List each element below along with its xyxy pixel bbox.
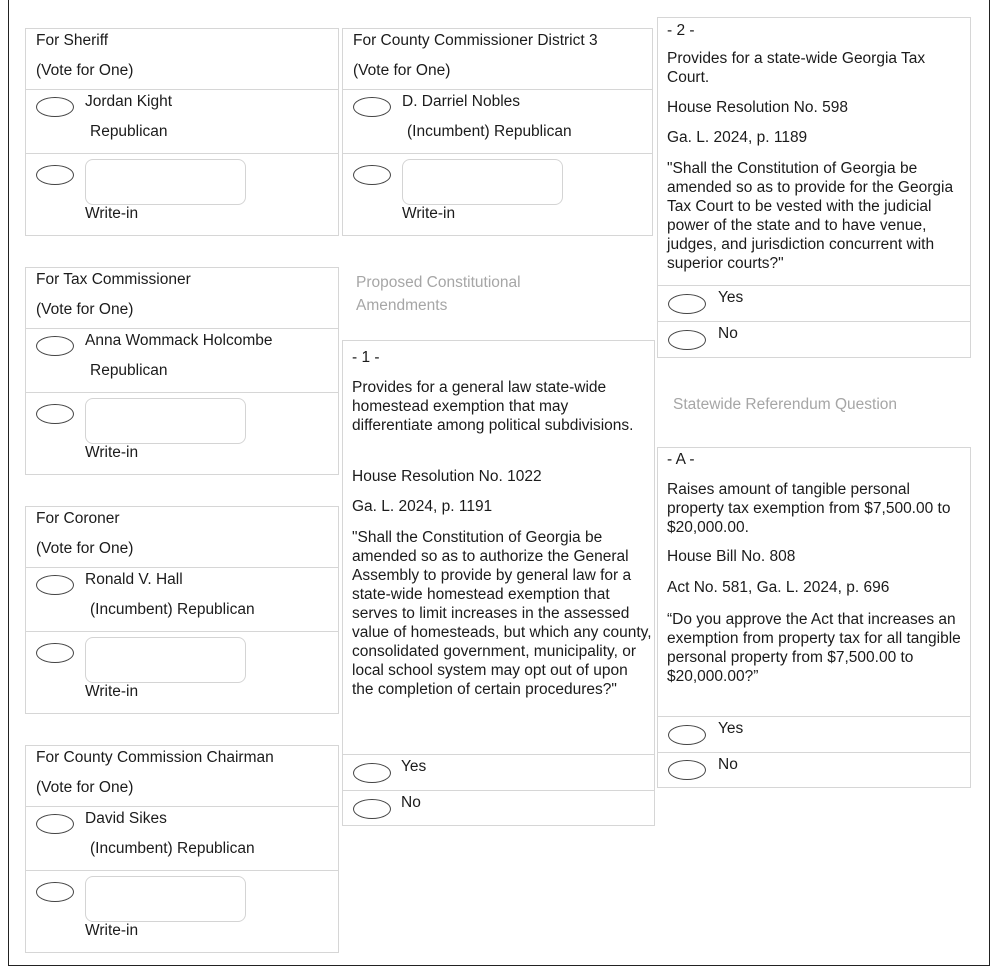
candidate-row[interactable] [343, 89, 652, 153]
vote-oval[interactable] [36, 404, 74, 424]
resolution-number: House Resolution No. 1022 [352, 468, 542, 485]
race-coroner [25, 506, 339, 714]
referendum-summary: Raises amount of tangible personal property tax exemption from $7,500.00 to $20,000.00. [667, 481, 951, 536]
vote-oval[interactable] [668, 760, 706, 780]
candidate-row[interactable] [26, 567, 338, 631]
writein-row[interactable] [26, 392, 338, 474]
amendment-2 [657, 17, 971, 358]
candidate-party: Republican [90, 362, 168, 379]
candidate-name: David Sikes [85, 810, 167, 827]
vote-instruction: (Vote for One) [36, 540, 134, 557]
writein-row[interactable] [26, 153, 338, 235]
vote-oval[interactable] [353, 799, 391, 819]
writein-label: Write-in [402, 205, 456, 222]
candidate-party: (Incumbent) Republican [90, 840, 255, 857]
vote-oval[interactable] [36, 643, 74, 663]
no-option[interactable] [658, 752, 970, 787]
candidate-row[interactable] [26, 328, 338, 392]
amendments-heading: Proposed Constitutional Amendments [356, 274, 521, 314]
resolution-number: House Resolution No. 598 [667, 99, 848, 116]
candidate-row[interactable] [26, 89, 338, 153]
race-title: For Coroner [36, 510, 120, 527]
bill-number: House Bill No. 808 [667, 548, 796, 565]
writein-input[interactable] [85, 637, 246, 683]
writein-label: Write-in [85, 205, 139, 222]
vote-oval[interactable] [36, 97, 74, 117]
referendum-heading: Statewide Referendum Question [673, 396, 898, 413]
act-citation: Act No. 581, Ga. L. 2024, p. 696 [667, 579, 890, 596]
ballot-question: “Do you approve the Act that increases an exemption from property tax for all tangible personal property from $7,500.00 to $20,000.00?” [667, 611, 961, 685]
yes-label: Yes [401, 758, 427, 775]
vote-oval[interactable] [668, 330, 706, 350]
candidate-name: Anna Wommack Holcombe [85, 332, 273, 349]
candidate-name: Jordan Kight [85, 93, 173, 110]
candidate-row[interactable] [26, 806, 338, 870]
writein-input[interactable] [85, 876, 246, 922]
vote-oval[interactable] [668, 294, 706, 314]
writein-input[interactable] [85, 398, 246, 444]
amendment-number: - 1 - [352, 349, 380, 366]
no-label: No [401, 794, 421, 811]
writein-label: Write-in [85, 444, 139, 461]
yes-option[interactable] [343, 754, 654, 790]
writein-row[interactable] [343, 153, 652, 235]
yes-label: Yes [718, 289, 744, 306]
vote-oval[interactable] [36, 882, 74, 902]
referendum-a [657, 447, 971, 788]
candidate-name: D. Darriel Nobles [402, 93, 521, 110]
vote-oval[interactable] [353, 165, 391, 185]
no-label: No [718, 756, 738, 773]
race-title: For County Commissioner District 3 [353, 32, 598, 49]
no-label: No [718, 325, 738, 342]
amendment-number: - 2 - [667, 22, 695, 39]
yes-option[interactable] [658, 716, 970, 752]
amendment-summary: Provides for a state-wide Georgia Tax Court. [667, 50, 926, 86]
writein-input[interactable] [85, 159, 246, 205]
no-option[interactable] [658, 321, 970, 357]
amendment-1 [342, 340, 655, 826]
ballot-question: "Shall the Constitution of Georgia be amended so as to provide for the Georgia Tax Court to be vested with the judicial power of the state and to have venue, judges, and jurisdiction concurrent with superior courts?" [667, 160, 954, 272]
race-tax-commissioner [25, 267, 339, 475]
no-option[interactable] [343, 790, 654, 826]
referendum-number: - A - [667, 451, 695, 468]
candidate-party: (Incumbent) Republican [407, 123, 572, 140]
ballot-question: "Shall the Constitution of Georgia be amended so as to authorize the General Assembly to provide by general law for a state-wide homestead exemption that serves to limit increases in the assessed value of homesteads, but which any county, consolidated government, municipality, or local school system may opt out of upon the completion of certain procedures?" [352, 529, 652, 698]
amendment-summary: Provides for a general law state-wide homestead exemption that may differentiate among political subdivisions. [352, 379, 634, 434]
vote-oval[interactable] [668, 725, 706, 745]
writein-input[interactable] [402, 159, 563, 205]
vote-instruction: (Vote for One) [36, 301, 134, 318]
vote-oval[interactable] [36, 575, 74, 595]
vote-oval[interactable] [36, 336, 74, 356]
race-commissioner-district-3 [342, 28, 653, 236]
race-title: For Tax Commissioner [36, 271, 191, 288]
writein-row[interactable] [26, 631, 338, 713]
race-title: For Sheriff [36, 32, 109, 49]
writein-label: Write-in [85, 922, 139, 939]
writein-row[interactable] [26, 870, 338, 952]
law-citation: Ga. L. 2024, p. 1191 [352, 498, 493, 515]
race-commission-chairman [25, 745, 339, 953]
candidate-name: Ronald V. Hall [85, 571, 183, 588]
vote-oval[interactable] [36, 814, 74, 834]
vote-oval[interactable] [36, 165, 74, 185]
vote-oval[interactable] [353, 97, 391, 117]
vote-instruction: (Vote for One) [36, 62, 134, 79]
vote-instruction: (Vote for One) [353, 62, 451, 79]
race-title: For County Commission Chairman [36, 749, 274, 766]
vote-instruction: (Vote for One) [36, 779, 134, 796]
candidate-party: (Incumbent) Republican [90, 601, 255, 618]
writein-label: Write-in [85, 683, 139, 700]
candidate-party: Republican [90, 123, 168, 140]
race-sheriff [25, 28, 339, 236]
yes-option[interactable] [658, 285, 970, 321]
yes-label: Yes [718, 720, 744, 737]
law-citation: Ga. L. 2024, p. 1189 [667, 129, 808, 146]
vote-oval[interactable] [353, 763, 391, 783]
